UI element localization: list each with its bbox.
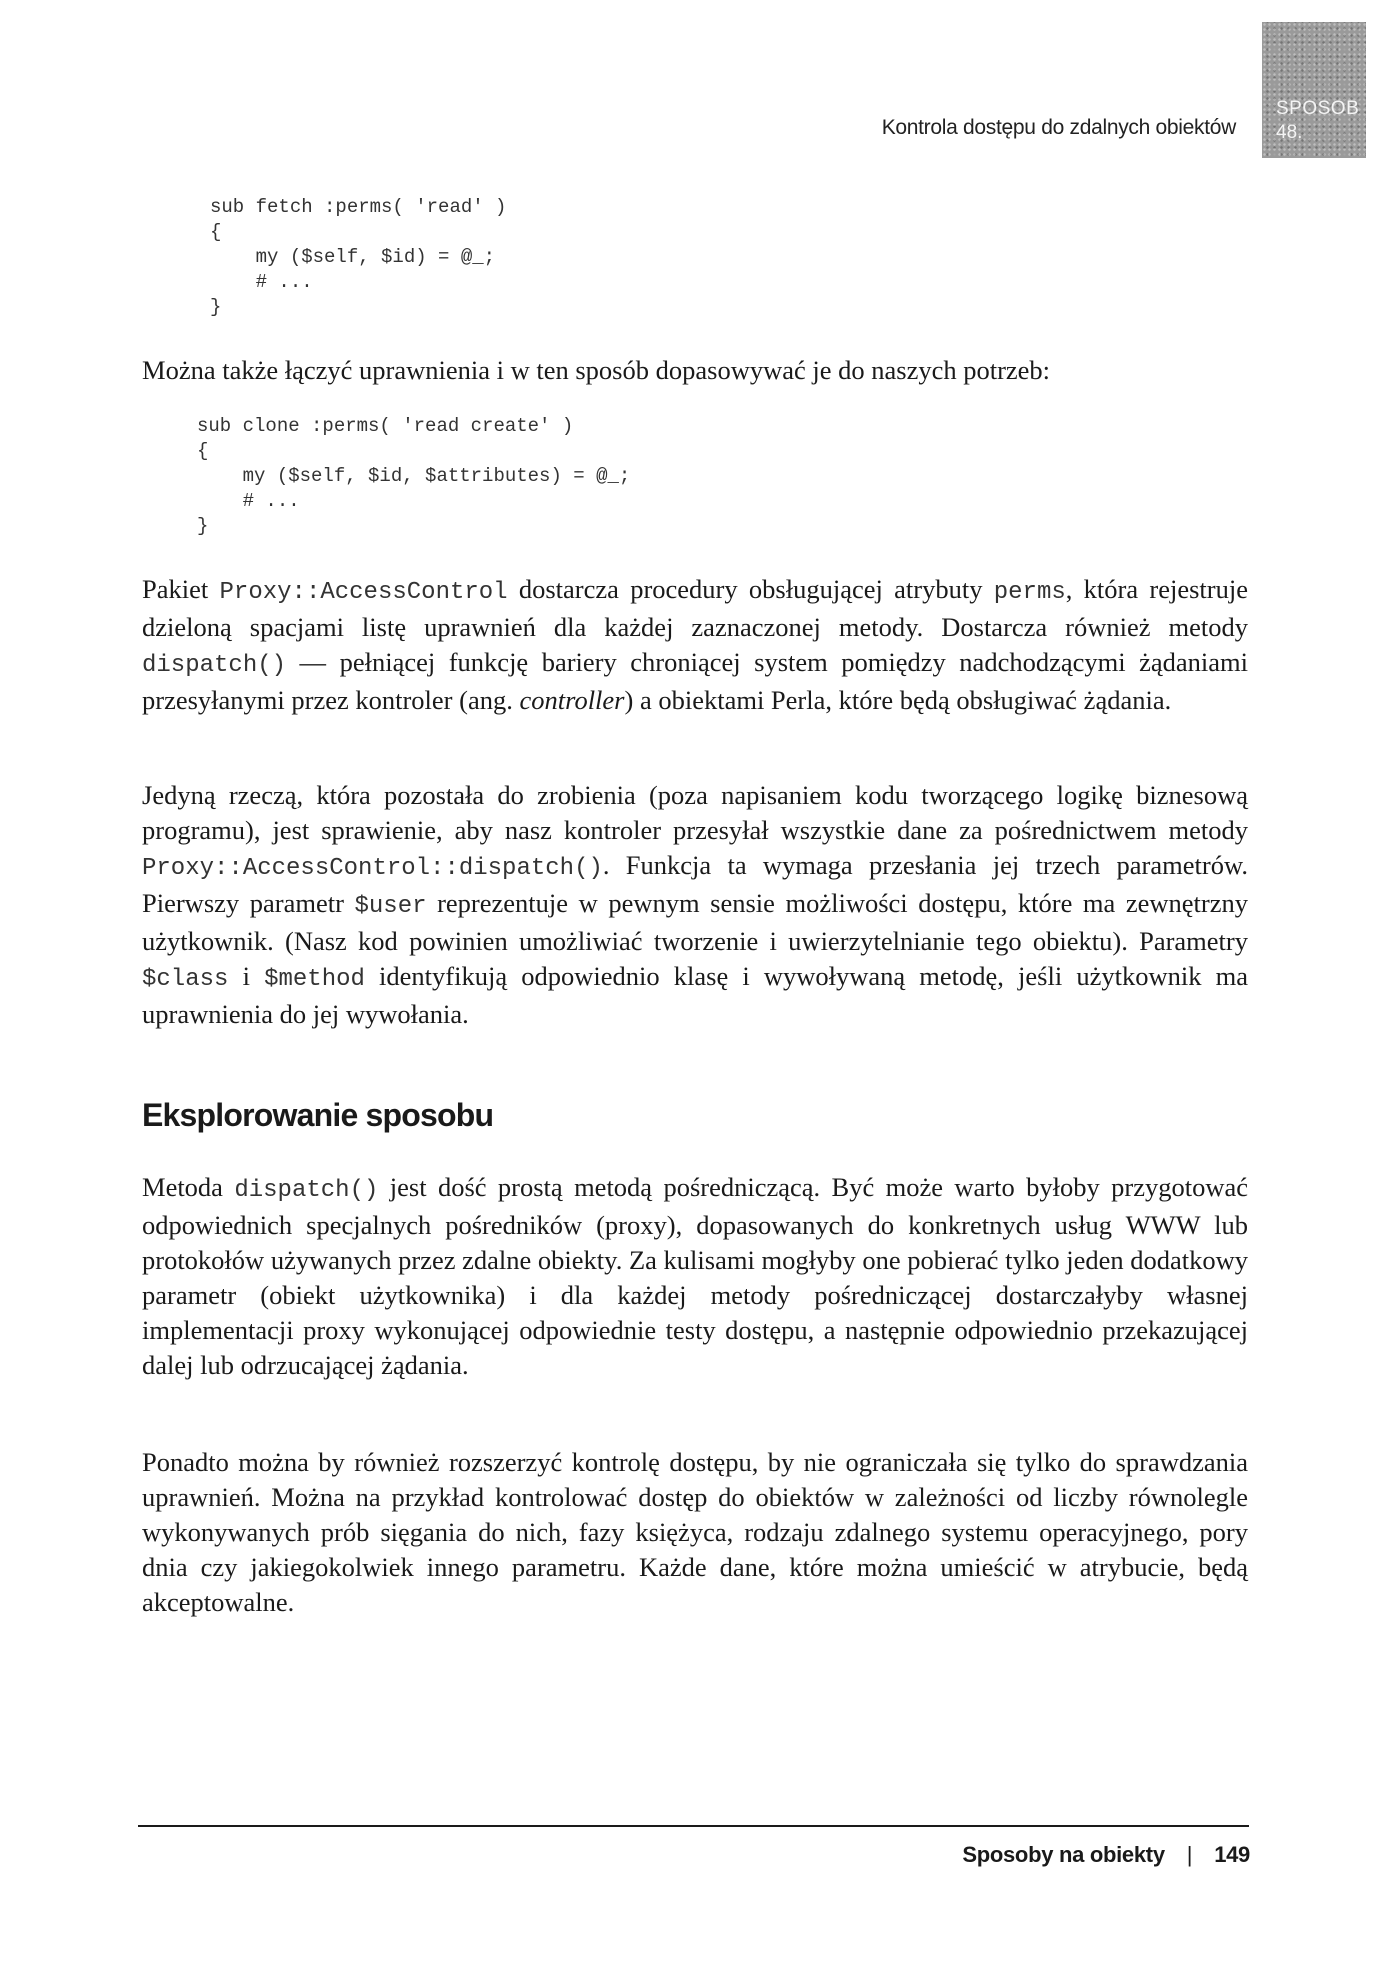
inline-code: $class	[142, 966, 229, 993]
code-block-clone: sub clone :perms( 'read create' ) { my ($self, $id, $attributes) = @_; # ... }	[197, 415, 631, 537]
chapter-tab	[1262, 22, 1366, 158]
paragraph-combine-perms: Można także łączyć uprawnienia i w ten sposób dopasowywać je do naszych potrzeb:	[142, 355, 1051, 385]
paragraph-dispatch-parameters: Jedyną rzeczą, która pozostała do zrobienia (poza napisaniem kodu tworzącego logikę biznesową programu), jest sprawienie, aby nasz kontroler przesyłał wszystkie dane za pośrednictwem metody Proxy::AccessControl::dispatch(). Funkcja ta wymaga przesłania jej trzech parametrów. Pierwszy parametr $user reprezentuje w pewnym sensie możliwości dostępu, które ma zewnętrzny użytkownik. (Nasz kod powinien umożliwiać tworzenie i uwierzytelnianie tego obiektu). Parametry $class i $method identyfikują odpowiednio klasę i wywoływaną metodę, jeśli użytkownik ma uprawnienia do jej wywołania.	[142, 780, 1249, 1029]
paragraph-extending-control: Ponadto można by również rozszerzyć kontrolę dostępu, by nie ograniczała się tylko do sprawdzania uprawnień. Można na przykład kontrolować dostęp do obiektów w zależności od liczby równolegle wykonywanych prób sięgania do nich, fazy księżyca, rodzaju zdalnego systemu operacyjnego, pory dnia czy jakiegokolwiek innego parametru. Każde dane, które można umieścić w atrybucie, będą akceptowalne.	[142, 1447, 1248, 1617]
inline-code: Proxy::AccessControl	[219, 579, 508, 606]
italic-term: controller	[519, 685, 625, 715]
paragraph-dispatch-method: Metoda dispatch() jest dość prostą metodą pośredniczącą. Być może warto byłoby przygotować odpowiednich specjalnych pośredników (proxy), dopasowanych do konkretnych usług WWW lub protokołów używanych przez zdalne obiekty. Za kulisami mogłyby one pobierać tylko jeden dodatkowy parametr (obiekt użytkownika) i dla każdej metody pośredniczącej dostarczałyby własnej implementacji proxy wykonującej odpowiednie testy dostępu, a następnie odpowiednio przekazującej dalej lub odrzucającej żądania.	[142, 1172, 1248, 1380]
footer-divider	[138, 1825, 1249, 1827]
page-footer	[962, 1842, 1250, 1868]
tab-number: 48.	[1276, 122, 1303, 143]
paragraph-proxy-package: Pakiet Proxy::AccessControl dostarcza procedury obsługującej atrybuty perms, która rejestruje dzieloną spacjami listę uprawnień dla każdej zaznaczonej metody. Dostarcza również metody dispatch() — pełniącej funkcję bariery chroniącej system pomiędzy nadchodzącymi żądaniami przesyłanymi przez kontroler (ang. controller) a obiektami Perla, które będą obsługiwać żądania.	[142, 574, 1248, 715]
page-number: 149	[1214, 1842, 1250, 1867]
inline-code: dispatch()	[234, 1177, 379, 1204]
footer-separator: |	[1186, 1842, 1193, 1867]
section-heading: Eksplorowanie sposobu	[142, 1097, 494, 1133]
inline-code: dispatch()	[142, 652, 287, 679]
book-title: Sposoby na obiekty	[962, 1842, 1165, 1867]
inline-code: $method	[264, 966, 365, 993]
running-header: Kontrola dostępu do zdalnych obiektów	[881, 116, 1236, 139]
inline-code: perms	[993, 579, 1066, 606]
inline-code: $user	[354, 893, 427, 920]
tab-label: SPOSOB	[1276, 98, 1360, 119]
code-block-fetch: sub fetch :perms( 'read' ) { my ($self, $id) = @_; # ... }	[210, 196, 507, 318]
inline-code: Proxy::AccessControl::dispatch()	[142, 855, 603, 882]
